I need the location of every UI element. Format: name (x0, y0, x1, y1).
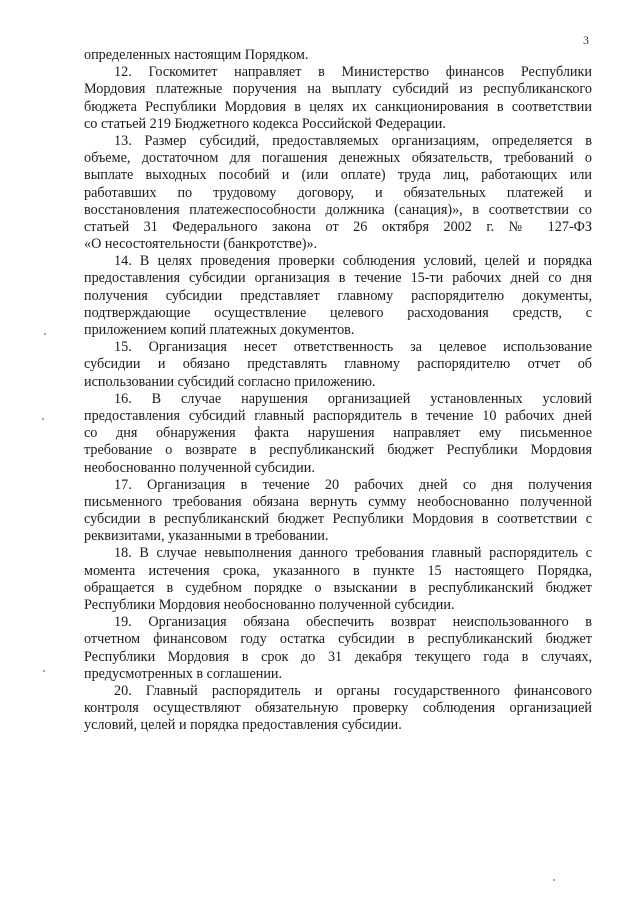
paragraph-line: субсидии в республиканский бюджет Республики Мордовия в соответствии с (84, 511, 592, 528)
paragraph-line: субсидии и обязано представлять главному распорядителю отчет об (84, 356, 592, 373)
paragraph-line: письменного требования обязана вернуть сумму необоснованно полученной (84, 493, 592, 510)
paragraph-line: со статьей 219 Бюджетного кодекса Российской Федерации. (84, 115, 446, 132)
paragraph-line: статьей 31 Федерального закона от 26 октября 2002 г. № 127-ФЗ (84, 218, 592, 235)
paragraph-line: предусмотренных в соглашении. (84, 665, 283, 682)
paragraph (84, 545, 592, 614)
paragraph (84, 253, 592, 339)
paragraph-line: восстановления платежеспособности должника (санация)», в соответствии со (84, 201, 592, 218)
paragraph-line: выплате выходных пособий и (или оплате) труда лиц, работающих или (84, 167, 592, 184)
paragraph (84, 614, 592, 683)
paragraph (84, 391, 592, 477)
paragraph-line: 13. Размер субсидий, предоставляемых организациям, определяется в (114, 132, 592, 149)
paragraph-line: условий, целей и порядка предоставления субсидии. (84, 717, 402, 734)
paragraph-line: со дня обнаружения факта нарушения направляет ему письменное (84, 425, 592, 442)
page-number: 3 (583, 33, 589, 47)
paragraph-line: определенных настоящим Порядком. (84, 47, 309, 63)
paragraph-line: 19. Организация обязана обеспечить возврат неиспользованного в (114, 614, 592, 631)
paragraph (84, 339, 592, 391)
paragraph-line: Республики Мордовия в срок до 31 декабря текущего года в случаях, (84, 648, 592, 665)
paragraph-line: 20. Главный распорядитель и органы государственного финансового (114, 682, 592, 699)
paragraph-line: требование о возврате в республиканский бюджет Республики Мордовия (84, 442, 592, 459)
paragraph (84, 133, 592, 253)
paragraph (84, 47, 592, 64)
paragraph-line: 16. В случае нарушения организацией установленных условий (114, 390, 592, 407)
paragraph-line: Мордовия платежные поручения на выплату субсидий из республиканского (84, 81, 592, 98)
paragraph-line: необоснованно полученной субсидии. (84, 459, 315, 476)
paragraph-line: получения субсидии представляет главному распорядителю документы, (84, 287, 592, 304)
scan-speck (43, 670, 45, 672)
scan-speck (42, 418, 44, 420)
paragraph-line: использовании субсидий согласно приложению. (84, 373, 376, 390)
scan-speck (44, 333, 46, 335)
paragraph-line: подтверждающие осуществление целевого расходования средств, с (84, 304, 592, 321)
paragraph-line: бюджета Республики Мордовия в целях их санкционирования в соответствии (84, 98, 592, 115)
paragraph-line: 14. В целях проведения проверки соблюдения условий, целей и порядка (114, 253, 592, 270)
paragraph-line: 17. Организация в течение 20 рабочих дней со дня получения (114, 476, 592, 493)
paragraph (84, 64, 592, 133)
paragraph-line: момента истечения срока, указанного в пункте 15 настоящего Порядка, (84, 562, 592, 579)
paragraph-line: отчетном финансовом году остатка субсидии в республиканский бюджет (84, 631, 592, 648)
paragraph-line: 12. Госкомитет направляет в Министерство финансов Республики (114, 64, 592, 81)
paragraph-line: «О несостоятельности (банкротстве)». (84, 236, 318, 253)
scan-speck (553, 879, 555, 881)
paragraph (84, 477, 592, 546)
paragraph-line: объеме, достаточном для погашения денежных обязательств, требований о (84, 150, 592, 167)
paragraph-line: приложением копий платежных документов. (84, 322, 355, 338)
paragraph-line: обращается в судебном порядке о взыскании в республиканский бюджет (84, 579, 592, 596)
paragraph-line: реквизитами, указанными в требовании. (84, 528, 329, 545)
paragraph-line: предоставления субсидий главный распорядитель в течение 10 рабочих дней (84, 407, 592, 424)
paragraph (84, 683, 592, 735)
paragraph-line: 18. В случае невыполнения данного требования главный распорядитель с (114, 545, 592, 562)
document-body (84, 47, 592, 735)
paragraph-line: контроля осуществляют обязательную проверку соблюдения организацией (84, 700, 592, 717)
paragraph-line: предоставления субсидии организация в течение 15-ти рабочих дней со дня (84, 270, 592, 287)
paragraph-line: Республики Мордовия необоснованно полученной субсидии. (84, 597, 455, 613)
paragraph-line: 15. Организация несет ответственность за целевое использование (114, 339, 592, 356)
paragraph-line: работавших по трудовому договору, и обязательных платежей и (84, 184, 592, 201)
